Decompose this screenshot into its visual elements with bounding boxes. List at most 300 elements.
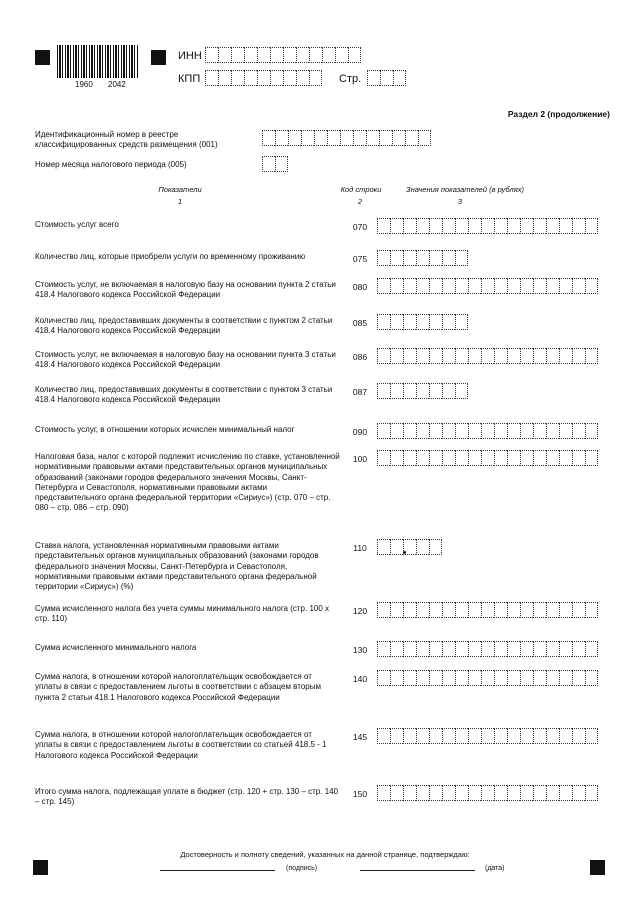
input-cell[interactable] xyxy=(546,218,559,234)
input-cell[interactable] xyxy=(262,156,275,172)
row-value-field-110[interactable] xyxy=(377,539,442,557)
input-cell[interactable] xyxy=(572,602,585,618)
input-cell[interactable] xyxy=(390,278,403,294)
input-cell[interactable] xyxy=(572,785,585,801)
input-cell[interactable] xyxy=(455,728,468,744)
corner-marker-top-left xyxy=(35,50,50,65)
input-cell[interactable] xyxy=(377,450,390,466)
input-cell[interactable] xyxy=(481,278,494,294)
input-cell[interactable] xyxy=(429,728,442,744)
input-cell[interactable] xyxy=(585,423,598,439)
row-code-075: 075 xyxy=(352,254,368,264)
input-cell[interactable] xyxy=(559,785,572,801)
input-cell[interactable] xyxy=(533,670,546,686)
input-cell[interactable] xyxy=(403,785,416,801)
input-cell[interactable] xyxy=(559,670,572,686)
input-cell[interactable] xyxy=(481,728,494,744)
row-code-110: 110 xyxy=(353,543,367,553)
input-cell[interactable] xyxy=(429,670,442,686)
input-cell[interactable] xyxy=(520,785,533,801)
input-cell[interactable] xyxy=(494,641,507,657)
input-cell[interactable] xyxy=(377,670,390,686)
row-code-120: 120 xyxy=(352,606,368,616)
row-label-100: Налоговая база, налог с которой подлежит исчислению по ставке, установленной нормативными правовыми актами представительных органов муниципальных образований (законами городов федерального значения Москвы, Санкт-Петербурга и Севастополя, нормативными правовыми актами представительного органа федеральной территории «Сириус») (стр. 070 – стр. 080 – стр. 086 – стр. 090) xyxy=(35,452,340,513)
input-cell[interactable] xyxy=(455,602,468,618)
column-number-3: 3 xyxy=(457,197,463,206)
input-cell[interactable] xyxy=(546,785,559,801)
input-cell[interactable] xyxy=(546,728,559,744)
kpp-label: КПП xyxy=(178,73,201,85)
row-value-field-080[interactable] xyxy=(377,278,598,296)
input-cell[interactable] xyxy=(455,670,468,686)
input-cell[interactable] xyxy=(481,348,494,364)
input-cell[interactable] xyxy=(481,423,494,439)
input-cell[interactable] xyxy=(455,641,468,657)
input-cell[interactable] xyxy=(585,278,598,294)
input-cell[interactable] xyxy=(533,785,546,801)
input-cell[interactable] xyxy=(533,602,546,618)
input-cell[interactable] xyxy=(546,348,559,364)
row-code-087: 087 xyxy=(352,387,368,397)
input-cell[interactable] xyxy=(429,314,442,330)
page-label: Стр. xyxy=(339,73,362,85)
input-cell[interactable] xyxy=(390,670,403,686)
inn-label: ИНН xyxy=(178,50,202,62)
input-cell[interactable] xyxy=(429,250,442,266)
input-cell[interactable] xyxy=(257,47,270,63)
input-cell[interactable] xyxy=(429,602,442,618)
row-value-field-100[interactable] xyxy=(377,450,598,468)
input-cell[interactable] xyxy=(377,785,390,801)
footer-confirmation: Достоверность и полноту сведений, указанных на данной странице, подтверждаю: xyxy=(180,850,470,859)
input-cell[interactable] xyxy=(468,218,481,234)
row-label-070: Стоимость услуг всего xyxy=(35,220,119,229)
input-cell[interactable] xyxy=(494,218,507,234)
row-value-field-075[interactable] xyxy=(377,250,468,268)
input-cell[interactable] xyxy=(494,348,507,364)
input-cell[interactable] xyxy=(367,70,380,86)
input-cell[interactable] xyxy=(559,348,572,364)
row-code-080: 080 xyxy=(352,282,368,292)
input-cell[interactable] xyxy=(416,641,429,657)
row-value-field-087[interactable] xyxy=(377,383,468,401)
row-code-100: 100 xyxy=(352,454,368,464)
input-cell[interactable] xyxy=(572,450,585,466)
input-cell[interactable] xyxy=(309,47,322,63)
input-cell[interactable] xyxy=(468,670,481,686)
input-cell[interactable] xyxy=(283,70,296,86)
input-cell[interactable] xyxy=(379,130,392,146)
input-cell[interactable] xyxy=(507,602,520,618)
input-cell[interactable] xyxy=(468,450,481,466)
input-cell[interactable] xyxy=(244,70,257,86)
input-cell[interactable] xyxy=(572,278,585,294)
input-cell[interactable] xyxy=(572,423,585,439)
row-label-087: Количество лиц, предоставивших документы в соответствии с пунктом 3 статьи 418.4 Налогового кодекса Российской Федерации xyxy=(35,385,333,405)
input-cell[interactable] xyxy=(585,348,598,364)
input-cell[interactable] xyxy=(390,602,403,618)
input-cell[interactable] xyxy=(455,348,468,364)
input-cell[interactable] xyxy=(390,728,403,744)
input-cell[interactable] xyxy=(218,70,231,86)
row-value-field-120[interactable] xyxy=(377,602,598,620)
input-cell[interactable] xyxy=(205,47,218,63)
input-cell[interactable] xyxy=(507,728,520,744)
input-cell[interactable] xyxy=(418,130,431,146)
input-cell[interactable] xyxy=(455,450,468,466)
input-cell[interactable] xyxy=(403,348,416,364)
input-cell[interactable] xyxy=(507,670,520,686)
input-cell[interactable] xyxy=(468,641,481,657)
input-cell[interactable] xyxy=(507,218,520,234)
id-field-label: Идентификационный номер в реестре классифицированных средств размещения (001) xyxy=(35,130,218,150)
input-cell[interactable] xyxy=(429,383,442,399)
input-cell[interactable] xyxy=(442,383,455,399)
input-cell[interactable] xyxy=(520,450,533,466)
input-cell[interactable] xyxy=(322,47,335,63)
row-value-field-086[interactable] xyxy=(377,348,598,366)
input-cell[interactable] xyxy=(416,785,429,801)
input-cell[interactable] xyxy=(520,728,533,744)
input-cell[interactable] xyxy=(520,670,533,686)
input-cell[interactable] xyxy=(507,423,520,439)
input-cell[interactable] xyxy=(533,450,546,466)
input-cell[interactable] xyxy=(507,785,520,801)
input-cell[interactable] xyxy=(442,278,455,294)
input-cell[interactable] xyxy=(416,670,429,686)
input-cell[interactable] xyxy=(494,450,507,466)
input-cell[interactable] xyxy=(494,728,507,744)
input-cell[interactable] xyxy=(270,70,283,86)
input-cell[interactable] xyxy=(533,278,546,294)
input-cell[interactable] xyxy=(455,423,468,439)
input-cell[interactable] xyxy=(275,130,288,146)
input-cell[interactable] xyxy=(377,728,390,744)
page-number-field[interactable] xyxy=(367,70,406,88)
input-cell[interactable] xyxy=(231,47,244,63)
input-cell[interactable] xyxy=(416,602,429,618)
input-cell[interactable] xyxy=(377,314,390,330)
input-cell[interactable] xyxy=(390,218,403,234)
input-cell[interactable] xyxy=(377,250,390,266)
input-cell[interactable] xyxy=(377,348,390,364)
input-cell[interactable] xyxy=(494,602,507,618)
input-cell[interactable] xyxy=(442,670,455,686)
date-line[interactable] xyxy=(360,870,475,871)
input-cell[interactable] xyxy=(429,218,442,234)
input-cell[interactable] xyxy=(585,641,598,657)
input-cell[interactable] xyxy=(468,785,481,801)
input-cell[interactable] xyxy=(392,130,405,146)
row-value-field-070[interactable] xyxy=(377,218,598,236)
date-caption: (дата) xyxy=(485,865,505,872)
input-cell[interactable] xyxy=(572,728,585,744)
input-cell[interactable] xyxy=(403,728,416,744)
column-header-code: Код строки xyxy=(340,185,382,194)
input-cell[interactable] xyxy=(520,423,533,439)
column-header-values: Значения показателей (в рублях) xyxy=(406,185,524,194)
row-value-field-090[interactable] xyxy=(377,423,598,441)
input-cell[interactable] xyxy=(403,450,416,466)
input-cell[interactable] xyxy=(494,423,507,439)
input-cell[interactable] xyxy=(416,314,429,330)
input-cell[interactable] xyxy=(468,602,481,618)
input-cell[interactable] xyxy=(309,70,322,86)
input-cell[interactable] xyxy=(546,423,559,439)
input-cell[interactable] xyxy=(559,602,572,618)
input-cell[interactable] xyxy=(507,641,520,657)
input-cell[interactable] xyxy=(468,348,481,364)
input-cell[interactable] xyxy=(533,728,546,744)
input-cell[interactable] xyxy=(481,218,494,234)
input-cell[interactable] xyxy=(468,728,481,744)
input-cell[interactable] xyxy=(403,383,416,399)
row-label-110: Ставка налога, установленная нормативными правовыми актами представительных органов муниципальных образований (законами городов федерального значения Москвы, Санкт-Петербурга и Севастополя, нормативными правовыми актами представительного органа федеральной территории «Сириус») (%) xyxy=(35,541,319,592)
section-title: Раздел 2 (продолжение) xyxy=(507,109,610,119)
input-cell[interactable] xyxy=(403,670,416,686)
input-cell[interactable] xyxy=(429,539,442,555)
input-cell[interactable] xyxy=(559,450,572,466)
input-cell[interactable] xyxy=(520,348,533,364)
input-cell[interactable] xyxy=(442,218,455,234)
input-cell[interactable] xyxy=(442,450,455,466)
month-field-input[interactable] xyxy=(262,156,288,174)
row-label-075: Количество лиц, которые приобрели услуги по временному проживанию xyxy=(35,252,306,261)
corner-marker-bottom-left xyxy=(33,860,48,875)
input-cell[interactable] xyxy=(520,641,533,657)
input-cell[interactable] xyxy=(520,278,533,294)
input-cell[interactable] xyxy=(377,539,390,555)
input-cell[interactable] xyxy=(405,130,418,146)
row-value-field-140[interactable] xyxy=(377,670,598,688)
row-value-field-145[interactable] xyxy=(377,728,598,746)
input-cell[interactable] xyxy=(507,278,520,294)
input-cell[interactable] xyxy=(390,539,403,555)
row-code-085: 085 xyxy=(352,318,368,328)
input-cell[interactable] xyxy=(377,383,390,399)
input-cell[interactable] xyxy=(455,218,468,234)
input-cell[interactable] xyxy=(520,602,533,618)
input-cell[interactable] xyxy=(455,785,468,801)
input-cell[interactable] xyxy=(390,383,403,399)
input-cell[interactable] xyxy=(533,348,546,364)
input-cell[interactable] xyxy=(468,278,481,294)
row-value-field-150[interactable] xyxy=(377,785,598,803)
input-cell[interactable] xyxy=(416,250,429,266)
input-cell[interactable] xyxy=(481,785,494,801)
signature-caption: (подпись) xyxy=(286,865,318,872)
input-cell[interactable] xyxy=(390,250,403,266)
input-cell[interactable] xyxy=(468,423,481,439)
input-cell[interactable] xyxy=(585,218,598,234)
input-cell[interactable] xyxy=(481,450,494,466)
input-cell[interactable] xyxy=(348,47,361,63)
row-code-130: 130 xyxy=(352,645,368,655)
input-cell[interactable] xyxy=(403,278,416,294)
input-cell[interactable] xyxy=(481,641,494,657)
input-cell[interactable] xyxy=(244,47,257,63)
input-cell[interactable] xyxy=(416,539,429,555)
input-cell[interactable] xyxy=(585,728,598,744)
input-cell[interactable] xyxy=(314,130,327,146)
input-cell[interactable] xyxy=(403,314,416,330)
inn-field[interactable] xyxy=(205,47,361,65)
decimal-point xyxy=(403,551,406,554)
input-cell[interactable] xyxy=(507,450,520,466)
input-cell[interactable] xyxy=(429,641,442,657)
input-cell[interactable] xyxy=(520,218,533,234)
month-field-label: Номер месяца налогового периода (005) xyxy=(35,160,187,169)
input-cell[interactable] xyxy=(546,602,559,618)
input-cell[interactable] xyxy=(377,218,390,234)
column-header-indicators: Показатели xyxy=(158,185,202,194)
input-cell[interactable] xyxy=(296,47,309,63)
input-cell[interactable] xyxy=(429,423,442,439)
row-label-090: Стоимость услуг, в отношении которых исчислен минимальный налог xyxy=(35,425,295,434)
input-cell[interactable] xyxy=(585,602,598,618)
input-cell[interactable] xyxy=(442,785,455,801)
input-cell[interactable] xyxy=(283,47,296,63)
input-cell[interactable] xyxy=(546,278,559,294)
input-cell[interactable] xyxy=(442,728,455,744)
input-cell[interactable] xyxy=(416,450,429,466)
input-cell[interactable] xyxy=(390,348,403,364)
input-cell[interactable] xyxy=(335,47,348,63)
input-cell[interactable] xyxy=(390,450,403,466)
input-cell[interactable] xyxy=(275,156,288,172)
row-code-145: 145 xyxy=(352,732,368,742)
input-cell[interactable] xyxy=(301,130,314,146)
input-cell[interactable] xyxy=(366,130,379,146)
input-cell[interactable] xyxy=(416,728,429,744)
input-cell[interactable] xyxy=(296,70,309,86)
input-cell[interactable] xyxy=(507,348,520,364)
row-code-086: 086 xyxy=(352,352,368,362)
row-label-145: Сумма налога, в отношении которой налогоплательщик освобождается от уплаты в связи с предоставлением льготы в соответствии со статьей 418.5 - 1 Налогового кодекса Российской Федерации xyxy=(35,730,327,760)
input-cell[interactable] xyxy=(429,348,442,364)
input-cell[interactable] xyxy=(403,423,416,439)
input-cell[interactable] xyxy=(205,70,218,86)
input-cell[interactable] xyxy=(572,641,585,657)
column-number-1: 1 xyxy=(177,197,183,206)
input-cell[interactable] xyxy=(231,70,244,86)
input-cell[interactable] xyxy=(353,130,366,146)
corner-marker-bottom-right xyxy=(590,860,605,875)
row-label-085: Количество лиц, предоставивших документы в соответствии с пунктом 2 статьи 418.4 Налогового кодекса Российской Федерации xyxy=(35,316,333,336)
input-cell[interactable] xyxy=(442,250,455,266)
input-cell[interactable] xyxy=(416,348,429,364)
input-cell[interactable] xyxy=(546,670,559,686)
input-cell[interactable] xyxy=(288,130,301,146)
input-cell[interactable] xyxy=(455,278,468,294)
input-cell[interactable] xyxy=(403,218,416,234)
row-value-field-085[interactable] xyxy=(377,314,468,332)
input-cell[interactable] xyxy=(262,130,275,146)
row-label-086: Стоимость услуг, не включаемая в налоговую базу на основании пункта 3 статьи 418.4 Налогового кодекса Российской Федерации xyxy=(35,350,336,370)
input-cell[interactable] xyxy=(533,218,546,234)
input-cell[interactable] xyxy=(494,670,507,686)
input-cell[interactable] xyxy=(327,130,340,146)
input-cell[interactable] xyxy=(403,641,416,657)
input-cell[interactable] xyxy=(377,423,390,439)
input-cell[interactable] xyxy=(481,670,494,686)
row-code-150: 150 xyxy=(352,789,368,799)
input-cell[interactable] xyxy=(377,278,390,294)
input-cell[interactable] xyxy=(416,278,429,294)
row-label-080: Стоимость услуг, не включаемая в налоговую базу на основании пункта 2 статьи 418.4 Налогового кодекса Российской Федерации xyxy=(35,280,336,300)
input-cell[interactable] xyxy=(429,278,442,294)
input-cell[interactable] xyxy=(494,278,507,294)
id-field-input[interactable] xyxy=(262,130,431,148)
input-cell[interactable] xyxy=(559,423,572,439)
signature-line[interactable] xyxy=(160,870,275,871)
input-cell[interactable] xyxy=(390,314,403,330)
input-cell[interactable] xyxy=(442,314,455,330)
input-cell[interactable] xyxy=(559,641,572,657)
input-cell[interactable] xyxy=(416,423,429,439)
input-cell[interactable] xyxy=(429,785,442,801)
input-cell[interactable] xyxy=(572,670,585,686)
kpp-field[interactable] xyxy=(205,70,322,88)
input-cell[interactable] xyxy=(340,130,353,146)
input-cell[interactable] xyxy=(380,70,393,86)
input-cell[interactable] xyxy=(494,785,507,801)
input-cell[interactable] xyxy=(270,47,283,63)
input-cell[interactable] xyxy=(546,450,559,466)
input-cell[interactable] xyxy=(546,641,559,657)
input-cell[interactable] xyxy=(481,602,494,618)
input-cell[interactable] xyxy=(585,785,598,801)
input-cell[interactable] xyxy=(533,641,546,657)
input-cell[interactable] xyxy=(390,785,403,801)
input-cell[interactable] xyxy=(377,602,390,618)
input-cell[interactable] xyxy=(572,218,585,234)
input-cell[interactable] xyxy=(559,278,572,294)
row-label-130: Сумма исчисленного минимального налога xyxy=(35,643,197,652)
row-value-field-130[interactable] xyxy=(377,641,598,659)
barcode xyxy=(57,45,139,78)
input-cell[interactable] xyxy=(585,670,598,686)
input-cell[interactable] xyxy=(416,218,429,234)
barcode-number-left: 1960 xyxy=(75,80,93,89)
input-cell[interactable] xyxy=(390,641,403,657)
input-cell[interactable] xyxy=(257,70,270,86)
input-cell[interactable] xyxy=(390,423,403,439)
row-label-120: Сумма исчисленного налога без учета суммы минимального налога (стр. 100 x стр. 110) xyxy=(35,604,330,624)
input-cell[interactable] xyxy=(429,450,442,466)
input-cell[interactable] xyxy=(403,602,416,618)
input-cell[interactable] xyxy=(377,641,390,657)
input-cell[interactable] xyxy=(559,728,572,744)
input-cell[interactable] xyxy=(455,314,468,330)
input-cell[interactable] xyxy=(442,423,455,439)
input-cell[interactable] xyxy=(455,383,468,399)
input-cell[interactable] xyxy=(403,250,416,266)
input-cell[interactable] xyxy=(585,450,598,466)
row-label-150: Итого сумма налога, подлежащая уплате в бюджет (стр. 120 + стр. 130 – стр. 140 – стр. 145) xyxy=(35,787,339,807)
input-cell[interactable] xyxy=(533,423,546,439)
input-cell[interactable] xyxy=(572,348,585,364)
input-cell[interactable] xyxy=(559,218,572,234)
corner-marker-top-right xyxy=(151,50,166,65)
input-cell[interactable] xyxy=(416,383,429,399)
input-cell[interactable] xyxy=(442,602,455,618)
input-cell[interactable] xyxy=(442,348,455,364)
input-cell[interactable] xyxy=(455,250,468,266)
input-cell[interactable] xyxy=(442,641,455,657)
input-cell[interactable] xyxy=(218,47,231,63)
input-cell[interactable] xyxy=(393,70,406,86)
